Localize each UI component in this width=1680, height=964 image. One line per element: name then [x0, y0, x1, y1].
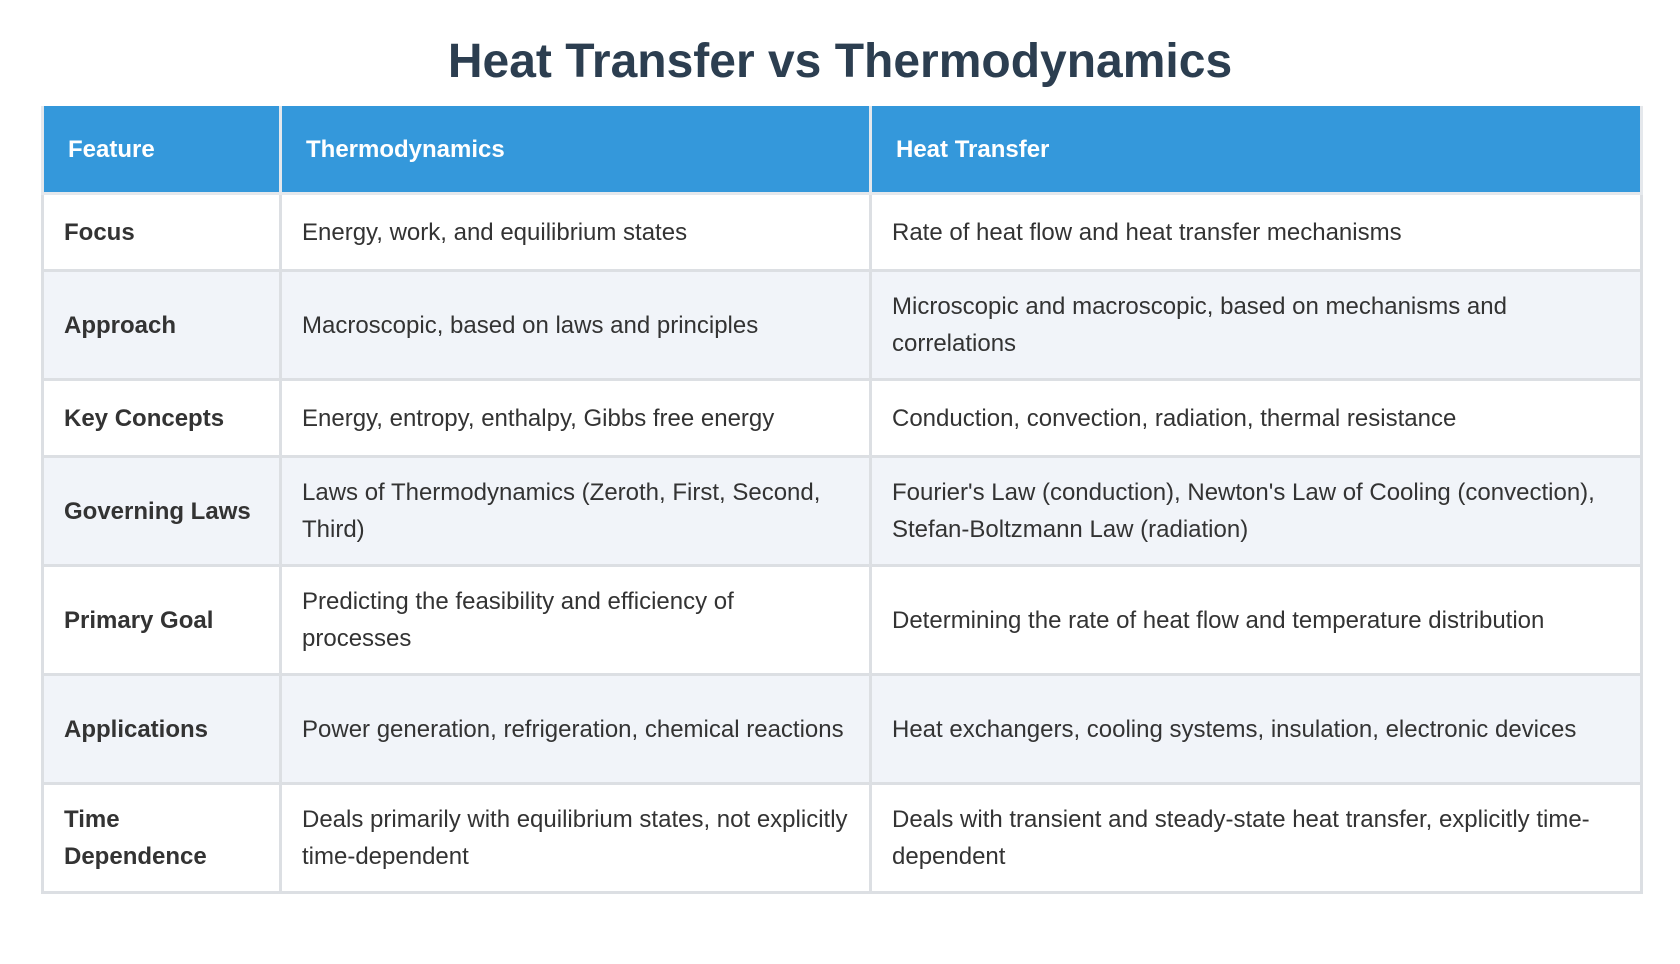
feature-cell: Governing Laws: [43, 457, 281, 566]
heat-transfer-cell: Microscopic and macroscopic, based on mechanisms and correlations: [871, 271, 1642, 380]
thermodynamics-cell: Deals primarily with equilibrium states, not explicitly time-dependent: [281, 784, 871, 893]
feature-cell: Focus: [43, 194, 281, 271]
thermodynamics-cell: Macroscopic, based on laws and principles: [281, 271, 871, 380]
column-header-feature: Feature: [43, 106, 281, 194]
feature-cell: Key Concepts: [43, 380, 281, 457]
thermodynamics-cell: Power generation, refrigeration, chemical reactions: [281, 675, 871, 784]
heat-transfer-cell: Deals with transient and steady-state heat transfer, explicitly time-dependent: [871, 784, 1642, 893]
table-row: [43, 566, 1642, 675]
feature-cell: Approach: [43, 271, 281, 380]
feature-cell: Primary Goal: [43, 566, 281, 675]
comparison-table: [41, 106, 1643, 894]
thermodynamics-cell: Predicting the feasibility and efficiency of processes: [281, 566, 871, 675]
column-header-heat-transfer: Heat Transfer: [871, 106, 1642, 194]
feature-cell: Applications: [43, 675, 281, 784]
table-row: [43, 784, 1642, 893]
thermodynamics-cell: Energy, work, and equilibrium states: [281, 194, 871, 271]
table-row: [43, 675, 1642, 784]
heat-transfer-cell: Fourier's Law (conduction), Newton's Law of Cooling (convection), Stefan-Boltzmann Law (radiation): [871, 457, 1642, 566]
table-row: [43, 271, 1642, 380]
heat-transfer-cell: Determining the rate of heat flow and temperature distribution: [871, 566, 1642, 675]
feature-cell: Time Dependence: [43, 784, 281, 893]
heat-transfer-cell: Heat exchangers, cooling systems, insulation, electronic devices: [871, 675, 1642, 784]
heat-transfer-cell: Rate of heat flow and heat transfer mechanisms: [871, 194, 1642, 271]
thermodynamics-cell: Energy, entropy, enthalpy, Gibbs free energy: [281, 380, 871, 457]
heat-transfer-cell: Conduction, convection, radiation, thermal resistance: [871, 380, 1642, 457]
column-header-thermodynamics: Thermodynamics: [281, 106, 871, 194]
page-title: Heat Transfer vs Thermodynamics: [447, 35, 1233, 88]
thermodynamics-cell: Laws of Thermodynamics (Zeroth, First, Second, Third): [281, 457, 871, 566]
table-header-row: [43, 106, 1642, 194]
table-row: [43, 457, 1642, 566]
table-row: [43, 380, 1642, 457]
table-row: [43, 194, 1642, 271]
